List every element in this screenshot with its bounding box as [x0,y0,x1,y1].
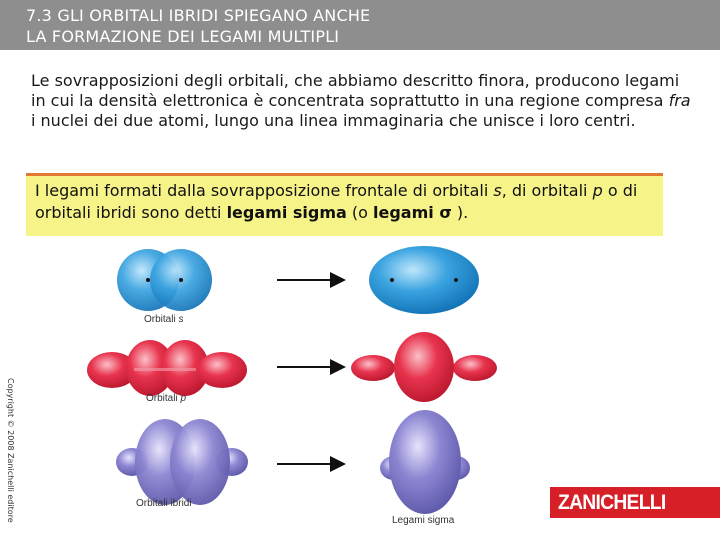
def-text-2: , di orbitali [501,181,593,200]
copyright-notice [3,378,15,526]
slide-title [26,5,686,47]
def-text-5: ). [451,203,469,222]
definition-text [35,180,655,224]
zanichelli-logo [550,487,720,518]
def-text-3: o di orbitali ibridi sono detti [35,181,638,222]
intro-paragraph [31,71,691,131]
caption-p-orbitals [146,393,186,404]
title-bar [0,0,720,50]
def-s-letter: s [493,181,502,200]
title-line-1-text: GLI ORBITALI IBRIDI SPIEGANO ANCHE [57,6,371,25]
caption-sigma-bonds: Legami sigma [392,515,455,526]
def-bold-sigma: legami sigma [226,203,347,222]
copyright-text: Copyright © 2008 Zanichelli editore [6,378,15,523]
intro-text-1: Le sovrapposizioni degli orbitali, che abbiamo descritto finora, producono legami in cui la densità elettronica è concentrata soprattutto in una regione compresa [31,71,680,110]
section-number: 7.3 [26,6,53,25]
caption-p-prefix: Orbitali [146,393,181,404]
def-text-4: (o [346,203,374,222]
intro-text-2: i nuclei dei due atomi, lungo una linea immaginaria che unisce i loro centri. [31,111,636,130]
p-sigma-bond [351,332,497,402]
caption-s-orbitals [144,314,183,325]
caption-hybrid-orbitals: Orbitali ibridi [136,498,192,509]
intro-emphasis: fra [668,91,691,110]
hybrid-sigma-bond [380,410,470,514]
s-orbitals-overlap [117,249,212,311]
def-bold-sigma-symbol: legami σ [373,203,452,222]
p-orbitals-overlap [87,340,247,396]
def-text-1: I legami formati dalla sovrapposizione frontale di orbitali [35,181,494,200]
caption-s-prefix: Orbitali [144,314,179,325]
s-sigma-bond [369,246,479,314]
logo-text: ZANICHELLI [558,491,666,514]
hybrid-orbitals-overlap [116,419,248,505]
title-line-1 [26,5,686,26]
caption-p-letter: p [180,393,187,404]
definition-box [26,173,663,236]
title-line-2: LA FORMAZIONE DEI LEGAMI MULTIPLI [26,27,340,46]
def-p-letter: p [592,181,603,200]
caption-s-letter: s [178,314,184,325]
